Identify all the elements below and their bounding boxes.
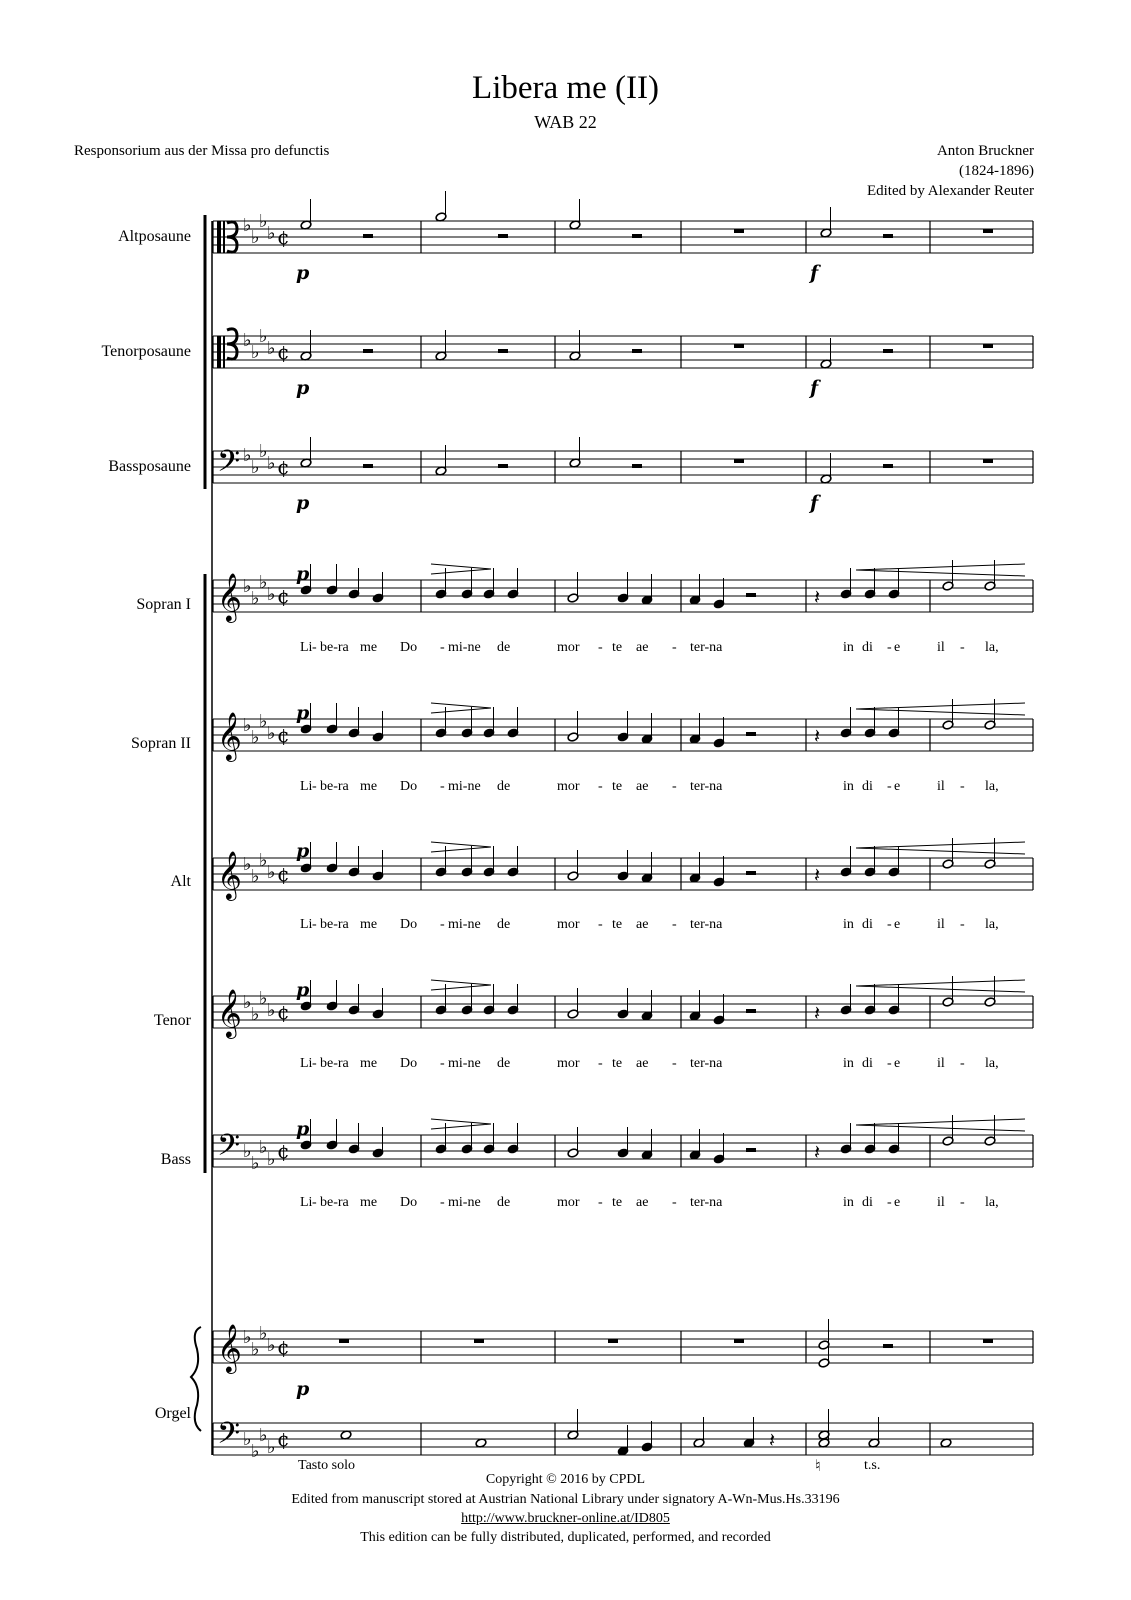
dynamic-marking: p xyxy=(296,262,310,284)
lyric-syllable: - xyxy=(887,917,892,932)
copyright: Copyright © 2016 by CPDL xyxy=(485,1472,646,1487)
half-rest xyxy=(883,234,893,238)
lyric-syllable: - xyxy=(598,640,603,655)
lyric-syllable: di xyxy=(862,640,873,655)
flat-icon: ♭ xyxy=(251,1339,260,1360)
quarter-rest: 𝄽 xyxy=(814,585,821,609)
dynamic-marking: p xyxy=(296,840,310,862)
flat-icon: ♭ xyxy=(243,1141,252,1162)
whole-rest xyxy=(608,1339,618,1343)
whole-rest xyxy=(983,229,993,233)
quarter-rest: 𝄽 xyxy=(814,863,821,887)
lyric-syllable: mor xyxy=(557,779,580,794)
dynamic-marking: p xyxy=(296,1378,310,1400)
lyric-syllable: mi-ne xyxy=(448,779,481,794)
dynamic-marking: f xyxy=(810,377,819,399)
lyric-syllable: la, xyxy=(985,779,999,794)
lyric-syllable: - xyxy=(440,1056,445,1071)
whole-rest xyxy=(983,459,993,463)
whole-rest xyxy=(734,459,744,463)
flat-icon: ♭ xyxy=(251,866,260,887)
flat-icon: ♭ xyxy=(259,1137,268,1158)
time-signature: ¢ xyxy=(277,455,290,479)
flat-icon: ♭ xyxy=(243,992,252,1013)
bass-clef-icon: 𝄢 xyxy=(217,1129,241,1170)
lyric-syllable: be-ra xyxy=(320,917,349,932)
instrument-label: Orgel xyxy=(154,1405,191,1422)
dynamic-marking: p xyxy=(296,377,310,399)
flat-icon: ♭ xyxy=(267,1335,276,1356)
half-rest xyxy=(746,732,756,736)
dynamic-marking: f xyxy=(810,492,819,514)
lyric-syllable: Do xyxy=(400,640,418,655)
lyric-syllable: mor xyxy=(557,1195,580,1210)
flat-icon: ♭ xyxy=(259,326,268,347)
lyric-syllable: in xyxy=(843,640,854,655)
lyric-syllable: la, xyxy=(985,1195,999,1210)
lyric-syllable: ae xyxy=(636,779,649,794)
flat-icon: ♭ xyxy=(243,215,252,236)
lyric-syllable: in xyxy=(843,1056,854,1071)
treble-clef-icon: 𝄞 xyxy=(217,711,242,760)
half-rest xyxy=(883,349,893,353)
lyric-syllable: di xyxy=(862,917,873,932)
lyric-syllable: Do xyxy=(400,1195,418,1210)
lyric-syllable: - xyxy=(440,1195,445,1210)
half-rest xyxy=(883,1344,893,1348)
bass-clef-icon: 𝄢 xyxy=(217,1417,241,1458)
lyric-syllable: il xyxy=(937,779,945,794)
lyric-syllable: - xyxy=(887,1195,892,1210)
quarter-rest: 𝄽 xyxy=(814,1001,821,1025)
flat-icon: ♭ xyxy=(267,338,276,359)
half-rest xyxy=(363,349,373,353)
flat-icon: ♭ xyxy=(267,1000,276,1021)
flat-icon: ♭ xyxy=(259,850,268,871)
lyric-syllable: - xyxy=(672,917,677,932)
lyric-syllable: - xyxy=(440,779,445,794)
time-signature: ¢ xyxy=(277,1139,290,1163)
lyric-syllable: te xyxy=(612,779,623,794)
crescendo-hairpin xyxy=(856,980,1025,992)
whole-rest xyxy=(734,344,744,348)
lyric-syllable: il xyxy=(937,1195,945,1210)
lyric-syllable: me xyxy=(360,1195,378,1210)
quarter-rest: 𝄽 xyxy=(814,1140,821,1164)
lyric-syllable: ter-na xyxy=(690,640,723,655)
crescendo-hairpin xyxy=(856,564,1025,576)
crescendo-hairpin xyxy=(856,1119,1025,1131)
lyric-syllable: be-ra xyxy=(320,1195,349,1210)
lyric-syllable: me xyxy=(360,917,378,932)
flat-icon: ♭ xyxy=(259,441,268,462)
lyric-syllable: di xyxy=(862,779,873,794)
lyric-syllable: Li xyxy=(300,1195,313,1210)
lyric-syllable: ter-na xyxy=(690,1056,723,1071)
time-signature: ¢ xyxy=(277,1335,290,1359)
flat-icon: ♭ xyxy=(243,445,252,466)
instrument-label: Bassposaune xyxy=(108,458,191,475)
decrescendo-hairpin xyxy=(431,564,491,574)
lyric-syllable: te xyxy=(612,1056,623,1071)
half-rest xyxy=(883,464,893,468)
tasto-solo: Tasto solo xyxy=(298,1458,355,1473)
lyric-syllable: ae xyxy=(636,1195,649,1210)
lyric-syllable: - xyxy=(960,779,965,794)
lyric-syllable: Li xyxy=(300,1056,313,1071)
lyric-syllable: la, xyxy=(985,917,999,932)
lyric-syllable: - xyxy=(312,1056,317,1071)
half-rest xyxy=(363,234,373,238)
half-rest xyxy=(498,349,508,353)
lyric-syllable: Li xyxy=(300,779,313,794)
flat-icon: ♭ xyxy=(243,854,252,875)
lyric-syllable: in xyxy=(843,779,854,794)
lyric-syllable: be-ra xyxy=(320,779,349,794)
half-rest xyxy=(746,871,756,875)
c-clef-icon xyxy=(223,221,225,253)
treble-clef-icon: 𝄞 xyxy=(217,1323,242,1372)
instrument-label: Tenor xyxy=(153,1012,191,1029)
lyric-syllable: di xyxy=(862,1056,873,1071)
lyric-syllable: ae xyxy=(636,917,649,932)
half-rest xyxy=(632,234,642,238)
c-clef-icon xyxy=(223,336,225,368)
half-rest xyxy=(746,593,756,597)
lyric-syllable: de xyxy=(497,1195,511,1210)
lyric-syllable: - xyxy=(887,779,892,794)
lyric-syllable: mi-ne xyxy=(448,917,481,932)
lyric-syllable: - xyxy=(598,1056,603,1071)
flat-icon: ♭ xyxy=(259,988,268,1009)
flat-icon: ♭ xyxy=(267,1149,276,1170)
lyric-syllable: mor xyxy=(557,640,580,655)
flat-icon: ♭ xyxy=(243,1327,252,1348)
lyric-syllable: - xyxy=(960,640,965,655)
dynamic-marking: p xyxy=(296,1118,310,1140)
lyric-syllable: be-ra xyxy=(320,640,349,655)
lyric-syllable: - xyxy=(960,1056,965,1071)
lyric-syllable: de xyxy=(497,1056,511,1071)
lyric-syllable: te xyxy=(612,1195,623,1210)
source-note: Responsorium aus der Missa pro defunctis xyxy=(74,143,330,159)
lyric-syllable: - xyxy=(960,917,965,932)
quarter-rest: 𝄽 xyxy=(814,724,821,748)
flat-icon: ♭ xyxy=(267,453,276,474)
flat-icon: ♭ xyxy=(243,330,252,351)
lyric-syllable: de xyxy=(497,779,511,794)
flat-icon: ♭ xyxy=(259,572,268,593)
treble-clef-icon: 𝄞 xyxy=(217,572,242,621)
lyric-syllable: e xyxy=(894,917,901,932)
time-signature: ¢ xyxy=(277,1427,290,1451)
natural-figure: ♮ xyxy=(815,1458,821,1475)
flat-icon: ♭ xyxy=(251,1004,260,1025)
instrument-label: Sopran I xyxy=(136,596,191,613)
lyric-syllable: Do xyxy=(400,1056,418,1071)
editor: Edited by Alexander Reuter xyxy=(866,183,1034,199)
flat-icon: ♭ xyxy=(243,1429,252,1450)
time-signature: ¢ xyxy=(277,723,290,747)
lyric-syllable: - xyxy=(672,1195,677,1210)
instrument-label: Alt xyxy=(170,873,191,890)
flat-icon: ♭ xyxy=(251,1153,260,1174)
lyric-syllable: - xyxy=(598,779,603,794)
flat-icon: ♭ xyxy=(251,342,260,363)
half-rest xyxy=(498,464,508,468)
source-link[interactable]: http://www.bruckner-online.at/ID805 xyxy=(461,1511,670,1526)
lyric-syllable: me xyxy=(360,779,378,794)
dynamic-marking: p xyxy=(296,492,310,514)
lyric-syllable: - xyxy=(887,640,892,655)
lyric-syllable: la, xyxy=(985,1056,999,1071)
lyric-syllable: e xyxy=(894,779,901,794)
lyric-syllable: ter-na xyxy=(690,917,723,932)
flat-icon: ♭ xyxy=(259,1323,268,1344)
lyric-syllable: il xyxy=(937,1056,945,1071)
half-rest xyxy=(746,1009,756,1013)
quarter-rest: 𝄽 xyxy=(769,1428,776,1452)
half-rest xyxy=(363,464,373,468)
lyric-syllable: Do xyxy=(400,779,418,794)
lyric-syllable: - xyxy=(672,640,677,655)
lyric-syllable: ter-na xyxy=(690,779,723,794)
lyric-syllable: - xyxy=(312,917,317,932)
flat-icon: ♭ xyxy=(251,1441,260,1462)
lyric-syllable: il xyxy=(937,917,945,932)
lyric-syllable: - xyxy=(440,917,445,932)
lyric-syllable: mi-ne xyxy=(448,640,481,655)
time-signature: ¢ xyxy=(277,862,290,886)
lyric-syllable: - xyxy=(960,1195,965,1210)
composer-dates: (1824-1896) xyxy=(959,163,1034,179)
decrescendo-hairpin xyxy=(431,842,491,852)
lyric-syllable: de xyxy=(497,917,511,932)
flat-icon: ♭ xyxy=(267,584,276,605)
lyric-syllable: - xyxy=(598,1195,603,1210)
lyric-syllable: - xyxy=(312,779,317,794)
lyric-syllable: mor xyxy=(557,1056,580,1071)
lyric-syllable: - xyxy=(672,1056,677,1071)
lyric-syllable: te xyxy=(612,640,623,655)
time-signature: ¢ xyxy=(277,225,290,249)
dynamic-marking: f xyxy=(810,262,819,284)
half-rest xyxy=(746,1148,756,1152)
lyric-syllable: me xyxy=(360,1056,378,1071)
lyric-syllable: de xyxy=(497,640,511,655)
lyric-syllable: - xyxy=(440,640,445,655)
license-note: This edition can be fully distributed, duplicated, performed, and recorded xyxy=(360,1530,771,1545)
lyric-syllable: e xyxy=(894,640,901,655)
half-rest xyxy=(498,234,508,238)
score-title: Libera me (II) xyxy=(472,70,659,106)
decrescendo-hairpin xyxy=(431,980,491,990)
lyric-syllable: ter-na xyxy=(690,1195,723,1210)
flat-icon: ♭ xyxy=(251,588,260,609)
dynamic-marking: p xyxy=(296,979,310,1001)
flat-icon: ♭ xyxy=(267,223,276,244)
whole-rest xyxy=(474,1339,484,1343)
flat-icon: ♭ xyxy=(251,457,260,478)
lyric-syllable: ae xyxy=(636,640,649,655)
flat-icon: ♭ xyxy=(243,715,252,736)
whole-rest xyxy=(734,1339,744,1343)
crescendo-hairpin xyxy=(856,703,1025,715)
flat-icon: ♭ xyxy=(251,727,260,748)
lyric-syllable: e xyxy=(894,1056,901,1071)
instrument-label: Altposaune xyxy=(118,228,191,245)
lyric-syllable: di xyxy=(862,1195,873,1210)
flat-icon: ♭ xyxy=(267,723,276,744)
manuscript-note: Edited from manuscript stored at Austrian National Library under signatory A-Wn-Mus.Hs.33196 xyxy=(291,1492,840,1507)
instrument-label: Bass xyxy=(160,1151,191,1168)
whole-rest xyxy=(983,1339,993,1343)
lyric-syllable: mi-ne xyxy=(448,1195,481,1210)
lyric-syllable: - xyxy=(312,640,317,655)
time-signature: ¢ xyxy=(277,1000,290,1024)
lyric-syllable: in xyxy=(843,917,854,932)
lyric-syllable: Do xyxy=(400,917,418,932)
bass-clef-icon: 𝄢 xyxy=(217,445,241,486)
half-rest xyxy=(632,464,642,468)
lyric-syllable: - xyxy=(887,1056,892,1071)
lyric-syllable: mor xyxy=(557,917,580,932)
flat-icon: ♭ xyxy=(259,711,268,732)
lyric-syllable: mi-ne xyxy=(448,1056,481,1071)
flat-icon: ♭ xyxy=(243,576,252,597)
half-rest xyxy=(632,349,642,353)
lyric-syllable: me xyxy=(360,640,378,655)
whole-rest xyxy=(983,344,993,348)
decrescendo-hairpin xyxy=(431,703,491,713)
lyric-syllable: Li xyxy=(300,917,313,932)
flat-icon: ♭ xyxy=(267,1437,276,1458)
lyric-syllable: - xyxy=(672,779,677,794)
flat-icon: ♭ xyxy=(251,227,260,248)
lyric-syllable: be-ra xyxy=(320,1056,349,1071)
lyric-syllable: in xyxy=(843,1195,854,1210)
time-signature: ¢ xyxy=(277,584,290,608)
lyric-syllable: il xyxy=(937,640,945,655)
flat-icon: ♭ xyxy=(259,1425,268,1446)
lyric-syllable: - xyxy=(598,917,603,932)
c-clef-icon xyxy=(217,221,221,253)
flat-icon: ♭ xyxy=(267,862,276,883)
composer: Anton Bruckner xyxy=(936,143,1034,159)
lyric-syllable: Li xyxy=(300,640,313,655)
lyric-syllable: - xyxy=(312,1195,317,1210)
catalog-number: WAB 22 xyxy=(534,112,597,132)
dynamic-marking: p xyxy=(296,702,310,724)
lyric-syllable: ae xyxy=(636,1056,649,1071)
flat-icon: ♭ xyxy=(259,211,268,232)
decrescendo-hairpin xyxy=(431,1119,491,1129)
tasto-solo-abbrev: t.s. xyxy=(864,1458,881,1473)
instrument-label: Sopran II xyxy=(131,735,191,752)
c-clef-icon xyxy=(217,336,221,368)
treble-clef-icon: 𝄞 xyxy=(217,988,242,1037)
brace xyxy=(191,1327,201,1431)
lyric-syllable: te xyxy=(612,917,623,932)
time-signature: ¢ xyxy=(277,340,290,364)
whole-rest xyxy=(339,1339,349,1343)
lyric-syllable: la, xyxy=(985,640,999,655)
whole-rest xyxy=(734,229,744,233)
lyric-syllable: e xyxy=(894,1195,901,1210)
instrument-label: Tenorposaune xyxy=(101,343,191,360)
crescendo-hairpin xyxy=(856,842,1025,854)
dynamic-marking: p xyxy=(296,563,310,585)
treble-clef-icon: 𝄞 xyxy=(217,850,242,899)
